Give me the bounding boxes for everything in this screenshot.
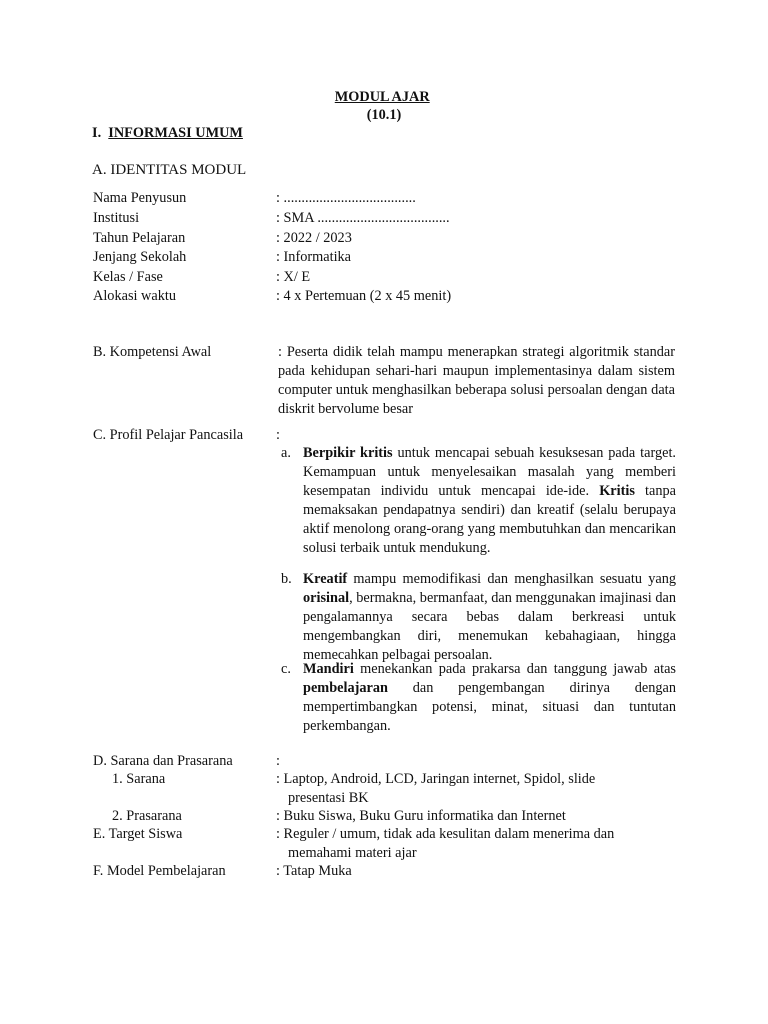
sarana-label: D. Sarana dan Prasarana xyxy=(93,753,233,769)
profil-item-marker: b. xyxy=(281,571,292,587)
profil-term: Berpikir kritis xyxy=(303,445,393,461)
profil-item-marker: c. xyxy=(281,661,291,677)
profil-term: Mandiri xyxy=(303,661,354,677)
module-title xyxy=(0,88,768,107)
profil-desc: tanpa memaksakan pendapatnya sendiri) dan kreatif (selalu berupaya aktif menolong orang-orang yang membutuhkan dan mencarikan solusi terbaik untuk mendukung. xyxy=(303,483,676,556)
profil-term: orisinal xyxy=(303,590,350,606)
identitas-heading: A. IDENTITAS MODUL xyxy=(92,162,247,178)
identitas-value: : SMA ..................................... xyxy=(276,210,450,226)
model-label: F. Model Pembelajaran xyxy=(93,863,226,879)
identitas-label: Kelas / Fase xyxy=(93,269,163,285)
profil-desc: , bermakna, bermanfaat, dan menggunakan imajinasi dan pengalamannya secara bebas dalam berkreasi untuk mengembangkan diri, menemukan kebahagiaan, hingga memecahkan pelbagai persoalan. xyxy=(303,590,676,663)
section-heading-informasi-umum xyxy=(92,124,243,143)
identitas-value: : 2022 / 2023 xyxy=(276,230,352,246)
identitas-label: Alokasi waktu xyxy=(93,288,176,304)
profil-desc: untuk mencapai sebuah kesuksesan pada target. Kemampuan untuk menyelesaikan masalah yang memberi kesempatan individu untuk mencapai ide-ide. xyxy=(303,445,676,499)
profil-item-marker: a. xyxy=(281,445,291,461)
sarana-sub-value-cont: presentasi BK xyxy=(288,790,369,806)
identitas-value: : X/ E xyxy=(276,269,311,285)
kompetensi-text: : Peserta didik telah mampu menerapkan strategi algoritmik standar pada kehidupan sehari-hari maupun implementasinya dalam sistem computer untuk menghasilkan beberapa solusi persoalan dengan data diskrit bervolume besar xyxy=(278,344,675,417)
prasarana-sub-label: 2. Prasarana xyxy=(112,808,182,824)
identitas-label: Nama Penyusun xyxy=(93,190,187,206)
module-subtitle: (10.1) xyxy=(366,107,402,123)
identitas-label: Institusi xyxy=(93,210,140,226)
profil-item-text xyxy=(303,660,676,736)
section-number: I. xyxy=(92,125,102,141)
profil-term: Kritis xyxy=(599,483,635,499)
identitas-label: Tahun Pelajaran xyxy=(93,230,186,246)
identitas-value: : Informatika xyxy=(276,249,352,265)
sarana-sub-value: : Laptop, Android, LCD, Jaringan internet, Spidol, slide xyxy=(276,771,596,787)
profil-item-text xyxy=(303,570,676,665)
profil-label: C. Profil Pelajar Pancasila xyxy=(93,427,244,443)
section-title: INFORMASI UMUM xyxy=(108,125,243,141)
sarana-colon: : xyxy=(276,753,280,769)
profil-desc: dan pengembangan dirinya dengan mempertimbangkan potensi, minat, situasi dan tuntutan perkembangan. xyxy=(303,680,676,734)
profil-term: Kreatif xyxy=(303,571,348,587)
profil-desc: menekankan pada prakarsa dan tanggung jawab atas xyxy=(353,661,676,677)
kompetensi-label: B. Kompetensi Awal xyxy=(93,344,212,360)
identitas-label: Jenjang Sekolah xyxy=(93,249,187,265)
target-value-cont: memahami materi ajar xyxy=(288,845,417,861)
prasarana-sub-value: : Buku Siswa, Buku Guru informatika dan Internet xyxy=(276,808,566,824)
sarana-sub-label: 1. Sarana xyxy=(112,771,166,787)
profil-item-text xyxy=(303,444,676,558)
identitas-value: : 4 x Pertemuan (2 x 45 menit) xyxy=(276,288,452,304)
profil-colon: : xyxy=(276,427,280,443)
identitas-value: : ..................................... xyxy=(276,190,416,206)
profil-desc: mampu memodifikasi dan menghasilkan sesuatu yang xyxy=(347,571,676,587)
module-title-text: MODUL AJAR xyxy=(334,89,430,105)
target-value: : Reguler / umum, tidak ada kesulitan dalam menerima dan xyxy=(276,826,615,842)
model-value: : Tatap Muka xyxy=(276,863,352,879)
target-label: E. Target Siswa xyxy=(93,826,183,842)
profil-term: pembelajaran xyxy=(303,680,388,696)
